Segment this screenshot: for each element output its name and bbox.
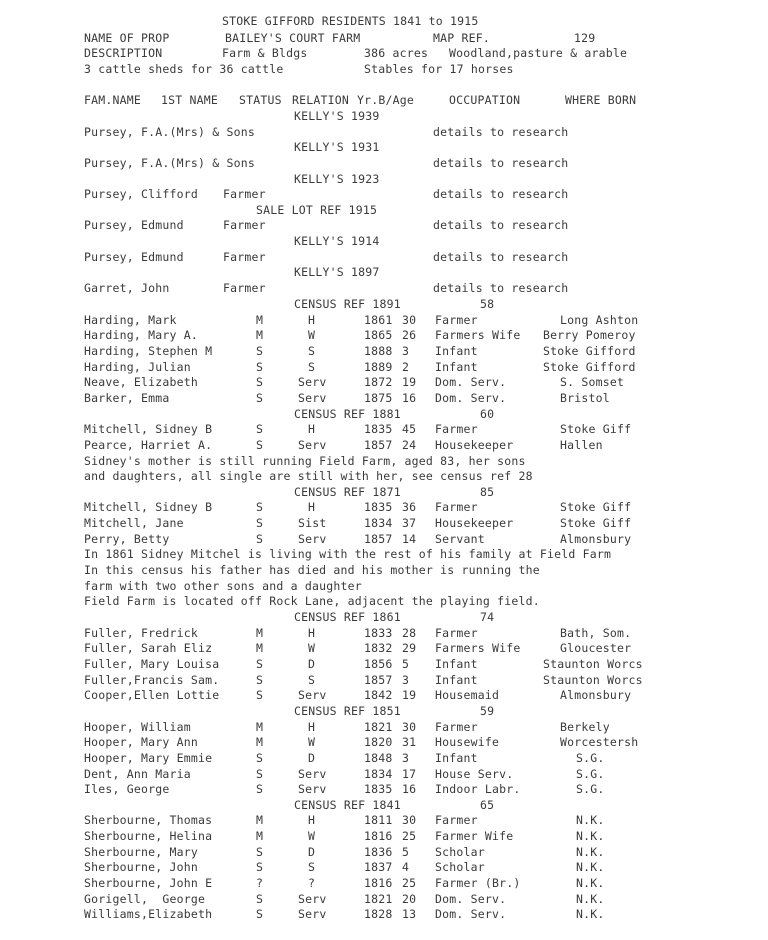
census-year: 1889 xyxy=(364,359,393,374)
census-note: farm with two other sons and a daughter xyxy=(84,578,362,593)
census-occupation: Servant xyxy=(435,531,485,546)
census-occupation: Farmer xyxy=(435,719,478,734)
census-year: 1821 xyxy=(364,719,393,734)
land-use-value: Woodland,pasture & arable xyxy=(449,46,628,60)
census-name: Fuller, Fredrick xyxy=(84,625,198,640)
census-year: 1828 xyxy=(364,907,393,922)
census-age: 19 xyxy=(402,688,417,703)
census-born: S.G. xyxy=(576,766,605,781)
census-status: S xyxy=(256,390,264,405)
census-year: 1857 xyxy=(364,531,393,546)
census-born: Stoke Giff xyxy=(560,500,632,515)
census-age: 3 xyxy=(402,343,410,358)
census-relation: H xyxy=(308,813,316,828)
census-year: 1856 xyxy=(364,656,393,671)
census-age: 29 xyxy=(402,641,417,656)
census-born: N.K. xyxy=(576,860,605,875)
census-age: 3 xyxy=(402,672,410,687)
census-occupation: Housewife xyxy=(435,735,500,750)
census-name: Dent, Ann Maria xyxy=(84,766,191,781)
census-ref-number: 60 xyxy=(480,406,495,421)
census-relation: S xyxy=(308,359,316,374)
census-ref-number: 58 xyxy=(480,297,495,311)
census-name: Harding, Julian xyxy=(84,359,191,374)
census-born: N.K. xyxy=(576,813,605,828)
census-year: 1811 xyxy=(364,813,393,828)
census-relation: Serv xyxy=(298,437,327,452)
census-year: 1861 xyxy=(364,312,393,327)
census-occupation: Farmer xyxy=(435,422,478,437)
census-born: Bath, Som. xyxy=(560,625,632,640)
kelly-row-note: details to research xyxy=(433,281,569,295)
census-relation: W xyxy=(308,829,316,844)
census-status: M xyxy=(256,829,264,844)
map-ref-value: 129 xyxy=(574,31,596,45)
census-heading: CENSUS REF 1881 xyxy=(294,406,401,421)
census-relation: Serv xyxy=(298,390,327,405)
census-name: Sherbourne, Helina xyxy=(84,829,213,844)
census-age: 16 xyxy=(402,782,417,797)
census-age: 30 xyxy=(402,813,417,828)
census-born: Staunton Worcs xyxy=(543,656,643,671)
census-name: Harding, Mark xyxy=(84,312,177,327)
census-status: S xyxy=(256,531,264,546)
census-status: M xyxy=(256,328,264,343)
kelly-row-note: details to research xyxy=(433,125,569,139)
census-age: 5 xyxy=(402,656,410,671)
kelly-1897-heading: KELLY'S 1897 xyxy=(294,265,380,279)
census-relation: D xyxy=(308,844,316,859)
census-age: 45 xyxy=(402,422,417,437)
census-age: 37 xyxy=(402,516,417,531)
census-status: S xyxy=(256,766,264,781)
census-born: Staunton Worcs xyxy=(543,672,643,687)
kelly-row-note: details to research xyxy=(433,187,569,201)
census-heading: CENSUS REF 1861 xyxy=(294,610,401,624)
document-title: STOKE GIFFORD RESIDENTS 1841 to 1915 xyxy=(222,14,479,28)
census-name: Sherbourne, Mary xyxy=(84,844,198,859)
cattle-sheds: 3 cattle sheds for 36 cattle xyxy=(84,62,284,76)
census-age: 30 xyxy=(402,719,417,734)
census-name: Hooper, Mary Ann xyxy=(84,735,198,750)
description-value: Farm & Bldgs xyxy=(222,46,308,60)
census-name: Fuller,Francis Sam. xyxy=(84,672,220,687)
census-born: Long Ashton xyxy=(560,312,639,327)
census-age: 14 xyxy=(402,531,417,546)
census-status: M xyxy=(256,641,264,656)
census-born: N.K. xyxy=(576,907,605,922)
census-note: Sidney's mother is still running Field Farm, aged 83, her sons xyxy=(84,453,526,468)
census-year: 1888 xyxy=(364,343,393,358)
census-occupation: Scholar xyxy=(435,844,485,859)
census-note: In 1861 Sidney Mitchel is living with the rest of his family at Field Farm xyxy=(84,547,612,562)
census-born: Almonsbury xyxy=(560,531,632,546)
census-year: 1837 xyxy=(364,860,393,875)
census-ref-number: 85 xyxy=(480,484,495,499)
description-label: DESCRIPTION xyxy=(84,46,163,60)
census-ref-number: 74 xyxy=(480,610,495,624)
census-status: S xyxy=(256,672,264,687)
census-occupation: Farmers Wife xyxy=(435,641,521,656)
census-year: 1857 xyxy=(364,437,393,452)
census-born: S.G. xyxy=(576,782,605,797)
census-born: N.K. xyxy=(576,829,605,844)
census-relation: Serv xyxy=(298,375,327,390)
census-age: 30 xyxy=(402,312,417,327)
census-born: Gloucester xyxy=(560,641,632,656)
census-status: S xyxy=(256,750,264,765)
census-relation: Serv xyxy=(298,766,327,781)
kelly-row-name: Pursey, Clifford xyxy=(84,187,198,201)
census-occupation: Dom. Serv. xyxy=(435,907,507,922)
census-relation: S xyxy=(308,343,316,358)
census-age: 25 xyxy=(402,876,417,890)
sale-lot-1915-heading: SALE LOT REF 1915 xyxy=(256,203,378,217)
census-name: Cooper,Ellen Lottie xyxy=(84,688,220,703)
census-year: 1865 xyxy=(364,328,393,343)
census-occupation: Indoor Labr. xyxy=(435,782,521,797)
census-born: Hallen xyxy=(560,437,603,452)
census-age: 4 xyxy=(402,860,410,875)
census-relation: W xyxy=(308,641,316,656)
census-year: 1875 xyxy=(364,390,393,405)
census-born: N.K. xyxy=(576,844,605,859)
acres-value: 386 acres xyxy=(364,46,429,60)
kelly-1923-heading: KELLY'S 1923 xyxy=(294,172,380,186)
census-name: Neave, Elizabeth xyxy=(84,375,198,390)
census-occupation: Farmer xyxy=(435,625,478,640)
kelly-row-note: details to research xyxy=(433,218,569,232)
census-born: Bristol xyxy=(560,390,610,405)
census-name: Hooper, Mary Emmie xyxy=(84,750,213,765)
census-year: 1821 xyxy=(364,891,393,906)
census-status: S xyxy=(256,907,264,922)
col-fam-name: FAM.NAME xyxy=(84,93,141,107)
census-born: N.K. xyxy=(576,876,605,890)
census-relation: ? xyxy=(308,876,316,890)
census-born: S. Somset xyxy=(560,375,625,390)
census-name: Sherbourne, John E xyxy=(84,876,213,890)
census-year: 1816 xyxy=(364,829,393,844)
census-relation: H xyxy=(308,422,316,437)
census-name: Sherbourne, Thomas xyxy=(84,813,213,828)
census-note: Field Farm is located off Rock Lane, adjacent the playing field. xyxy=(84,594,540,609)
census-heading: CENSUS REF 1871 xyxy=(294,484,401,499)
census-occupation: House Serv. xyxy=(435,766,514,781)
census-age: 3 xyxy=(402,750,410,765)
census-year: 1835 xyxy=(364,422,393,437)
census-relation: S xyxy=(308,860,316,875)
census-born: Stoke Gifford xyxy=(543,359,636,374)
census-occupation: Farmer Wife xyxy=(435,829,514,844)
census-relation: Serv xyxy=(298,907,327,922)
census-age: 16 xyxy=(402,390,417,405)
census-occupation: Infant xyxy=(435,672,478,687)
census-heading: CENSUS REF 1851 xyxy=(294,703,401,718)
census-note: In this census his father has died and his mother is running the xyxy=(84,563,540,577)
census-name: Mitchell, Sidney B xyxy=(84,500,213,515)
census-relation: Serv xyxy=(298,531,327,546)
map-ref-label: MAP REF. xyxy=(433,31,490,45)
census-occupation: Farmer xyxy=(435,500,478,515)
census-year: 1848 xyxy=(364,750,393,765)
census-name: Fuller, Sarah Eliz xyxy=(84,641,213,656)
census-year: 1835 xyxy=(364,500,393,515)
census-year: 1836 xyxy=(364,844,393,859)
census-status: M xyxy=(256,813,264,828)
census-name: Gorigell, George xyxy=(84,891,206,906)
col-where-born: WHERE BORN xyxy=(565,93,637,107)
census-name: Harding, Stephen M xyxy=(84,343,213,358)
census-name: Pearce, Harriet A. xyxy=(84,437,213,452)
kelly-row-name: Pursey, Edmund xyxy=(84,218,184,232)
census-occupation: Infant xyxy=(435,656,478,671)
census-relation: H xyxy=(308,312,316,327)
stables: Stables for 17 horses xyxy=(364,62,514,76)
census-status: S xyxy=(256,422,264,437)
census-ref-number: 65 xyxy=(480,797,495,812)
census-occupation: Housemaid xyxy=(435,688,500,703)
census-occupation: Scholar xyxy=(435,860,485,875)
census-status: S xyxy=(256,860,264,875)
census-born: S.G. xyxy=(576,750,605,765)
census-born: Stoke Gifford xyxy=(543,343,636,358)
census-name: Mitchell, Sidney B xyxy=(84,422,213,437)
col-occupation: OCCUPATION xyxy=(449,93,521,107)
census-relation: W xyxy=(308,735,316,750)
census-name: Hooper, William xyxy=(84,719,191,734)
kelly-row-note: details to research xyxy=(433,250,569,264)
kelly-row-status: Farmer xyxy=(223,281,266,295)
kelly-1939-heading: KELLY'S 1939 xyxy=(294,109,380,123)
census-age: 25 xyxy=(402,829,417,844)
census-age: 2 xyxy=(402,359,410,374)
census-heading: CENSUS REF 1891 xyxy=(294,297,401,311)
census-year: 1834 xyxy=(364,766,393,781)
census-name: Fuller, Mary Louisa xyxy=(84,656,220,671)
census-relation: Serv xyxy=(298,688,327,703)
census-status: ? xyxy=(256,876,264,890)
kelly-row-name: Garret, John xyxy=(84,281,170,295)
census-born: Almonsbury xyxy=(560,688,632,703)
census-status: M xyxy=(256,719,264,734)
name-of-prop-label: NAME OF PROP xyxy=(84,31,170,45)
kelly-row-name: Pursey, F.A.(Mrs) & Sons xyxy=(84,156,255,170)
kelly-row-name: Pursey, Edmund xyxy=(84,250,184,264)
census-year: 1872 xyxy=(364,375,393,390)
census-status: S xyxy=(256,500,264,515)
census-ref-number: 59 xyxy=(480,703,495,718)
name-of-prop-value: BAILEY'S COURT FARM xyxy=(225,31,361,45)
census-status: S xyxy=(256,688,264,703)
census-born: Berry Pomeroy xyxy=(543,328,636,343)
census-year: 1835 xyxy=(364,782,393,797)
census-age: 13 xyxy=(402,907,417,922)
col-relation: RELATION xyxy=(292,93,349,107)
kelly-1914-heading: KELLY'S 1914 xyxy=(294,234,380,248)
census-relation: Serv xyxy=(298,782,327,797)
census-relation: Serv xyxy=(298,891,327,906)
census-status: M xyxy=(256,625,264,640)
census-age: 17 xyxy=(402,766,417,781)
census-name: Williams,Elizabeth xyxy=(84,907,213,922)
census-status: S xyxy=(256,516,264,531)
census-year: 1833 xyxy=(364,625,393,640)
col-year-age: Yr.B/Age xyxy=(357,93,414,107)
census-age: 19 xyxy=(402,375,417,390)
census-status: S xyxy=(256,844,264,859)
census-relation: H xyxy=(308,625,316,640)
kelly-row-status: Farmer xyxy=(223,187,266,201)
col-status: STATUS xyxy=(239,93,282,107)
kelly-row-status: Farmer xyxy=(223,218,266,232)
census-relation: H xyxy=(308,500,316,515)
census-status: S xyxy=(256,656,264,671)
census-occupation: Housekeeper xyxy=(435,516,514,531)
census-occupation: Infant xyxy=(435,359,478,374)
census-relation: W xyxy=(308,328,316,343)
kelly-row-status: Farmer xyxy=(223,250,266,264)
census-age: 5 xyxy=(402,844,410,859)
census-name: Harding, Mary A. xyxy=(84,328,198,343)
census-occupation: Farmer xyxy=(435,312,478,327)
census-year: 1834 xyxy=(364,516,393,531)
census-occupation: Farmer xyxy=(435,813,478,828)
census-relation: Sist xyxy=(298,516,327,531)
census-relation: S xyxy=(308,672,316,687)
census-heading: CENSUS REF 1841 xyxy=(294,797,401,812)
census-year: 1816 xyxy=(364,876,393,890)
census-occupation: Dom. Serv. xyxy=(435,375,507,390)
census-age: 26 xyxy=(402,328,417,343)
census-status: S xyxy=(256,437,264,452)
census-status: S xyxy=(256,375,264,390)
census-occupation: Farmer (Br.) xyxy=(435,876,521,890)
kelly-row-name: Pursey, F.A.(Mrs) & Sons xyxy=(84,125,255,139)
census-name: Mitchell, Jane xyxy=(84,516,184,531)
census-occupation: Dom. Serv. xyxy=(435,390,507,405)
census-age: 20 xyxy=(402,891,417,906)
census-born: Berkely xyxy=(560,719,610,734)
census-year: 1820 xyxy=(364,735,393,750)
census-relation: H xyxy=(308,719,316,734)
census-name: Barker, Emma xyxy=(84,390,170,405)
census-status: S xyxy=(256,782,264,797)
census-year: 1842 xyxy=(364,688,393,703)
col-first-name: 1ST NAME xyxy=(161,93,218,107)
census-relation: D xyxy=(308,656,316,671)
census-occupation: Infant xyxy=(435,343,478,358)
census-relation: D xyxy=(308,750,316,765)
census-status: M xyxy=(256,735,264,750)
census-age: 28 xyxy=(402,625,417,640)
census-status: M xyxy=(256,312,264,327)
census-age: 36 xyxy=(402,500,417,515)
census-born: Stoke Giff xyxy=(560,422,632,437)
census-occupation: Dom. Serv. xyxy=(435,891,507,906)
kelly-row-note: details to research xyxy=(433,156,569,170)
census-age: 31 xyxy=(402,735,417,750)
census-year: 1832 xyxy=(364,641,393,656)
census-occupation: Infant xyxy=(435,750,478,765)
census-status: S xyxy=(256,343,264,358)
census-born: Stoke Giff xyxy=(560,516,632,531)
census-occupation: Housekeeper xyxy=(435,437,514,452)
census-year: 1857 xyxy=(364,672,393,687)
kelly-1931-heading: KELLY'S 1931 xyxy=(294,140,380,154)
census-name: Sherbourne, John xyxy=(84,860,198,875)
census-occupation: Farmers Wife xyxy=(435,328,521,343)
census-status: S xyxy=(256,359,264,374)
census-name: Iles, George xyxy=(84,782,170,797)
census-born: N.K. xyxy=(576,891,605,906)
census-name: Perry, Betty xyxy=(84,531,170,546)
census-age: 24 xyxy=(402,437,417,452)
census-status: S xyxy=(256,891,264,906)
census-note: and daughters, all single are still with her, see census ref 28 xyxy=(84,469,533,484)
census-born: Worcestersh xyxy=(560,735,639,750)
